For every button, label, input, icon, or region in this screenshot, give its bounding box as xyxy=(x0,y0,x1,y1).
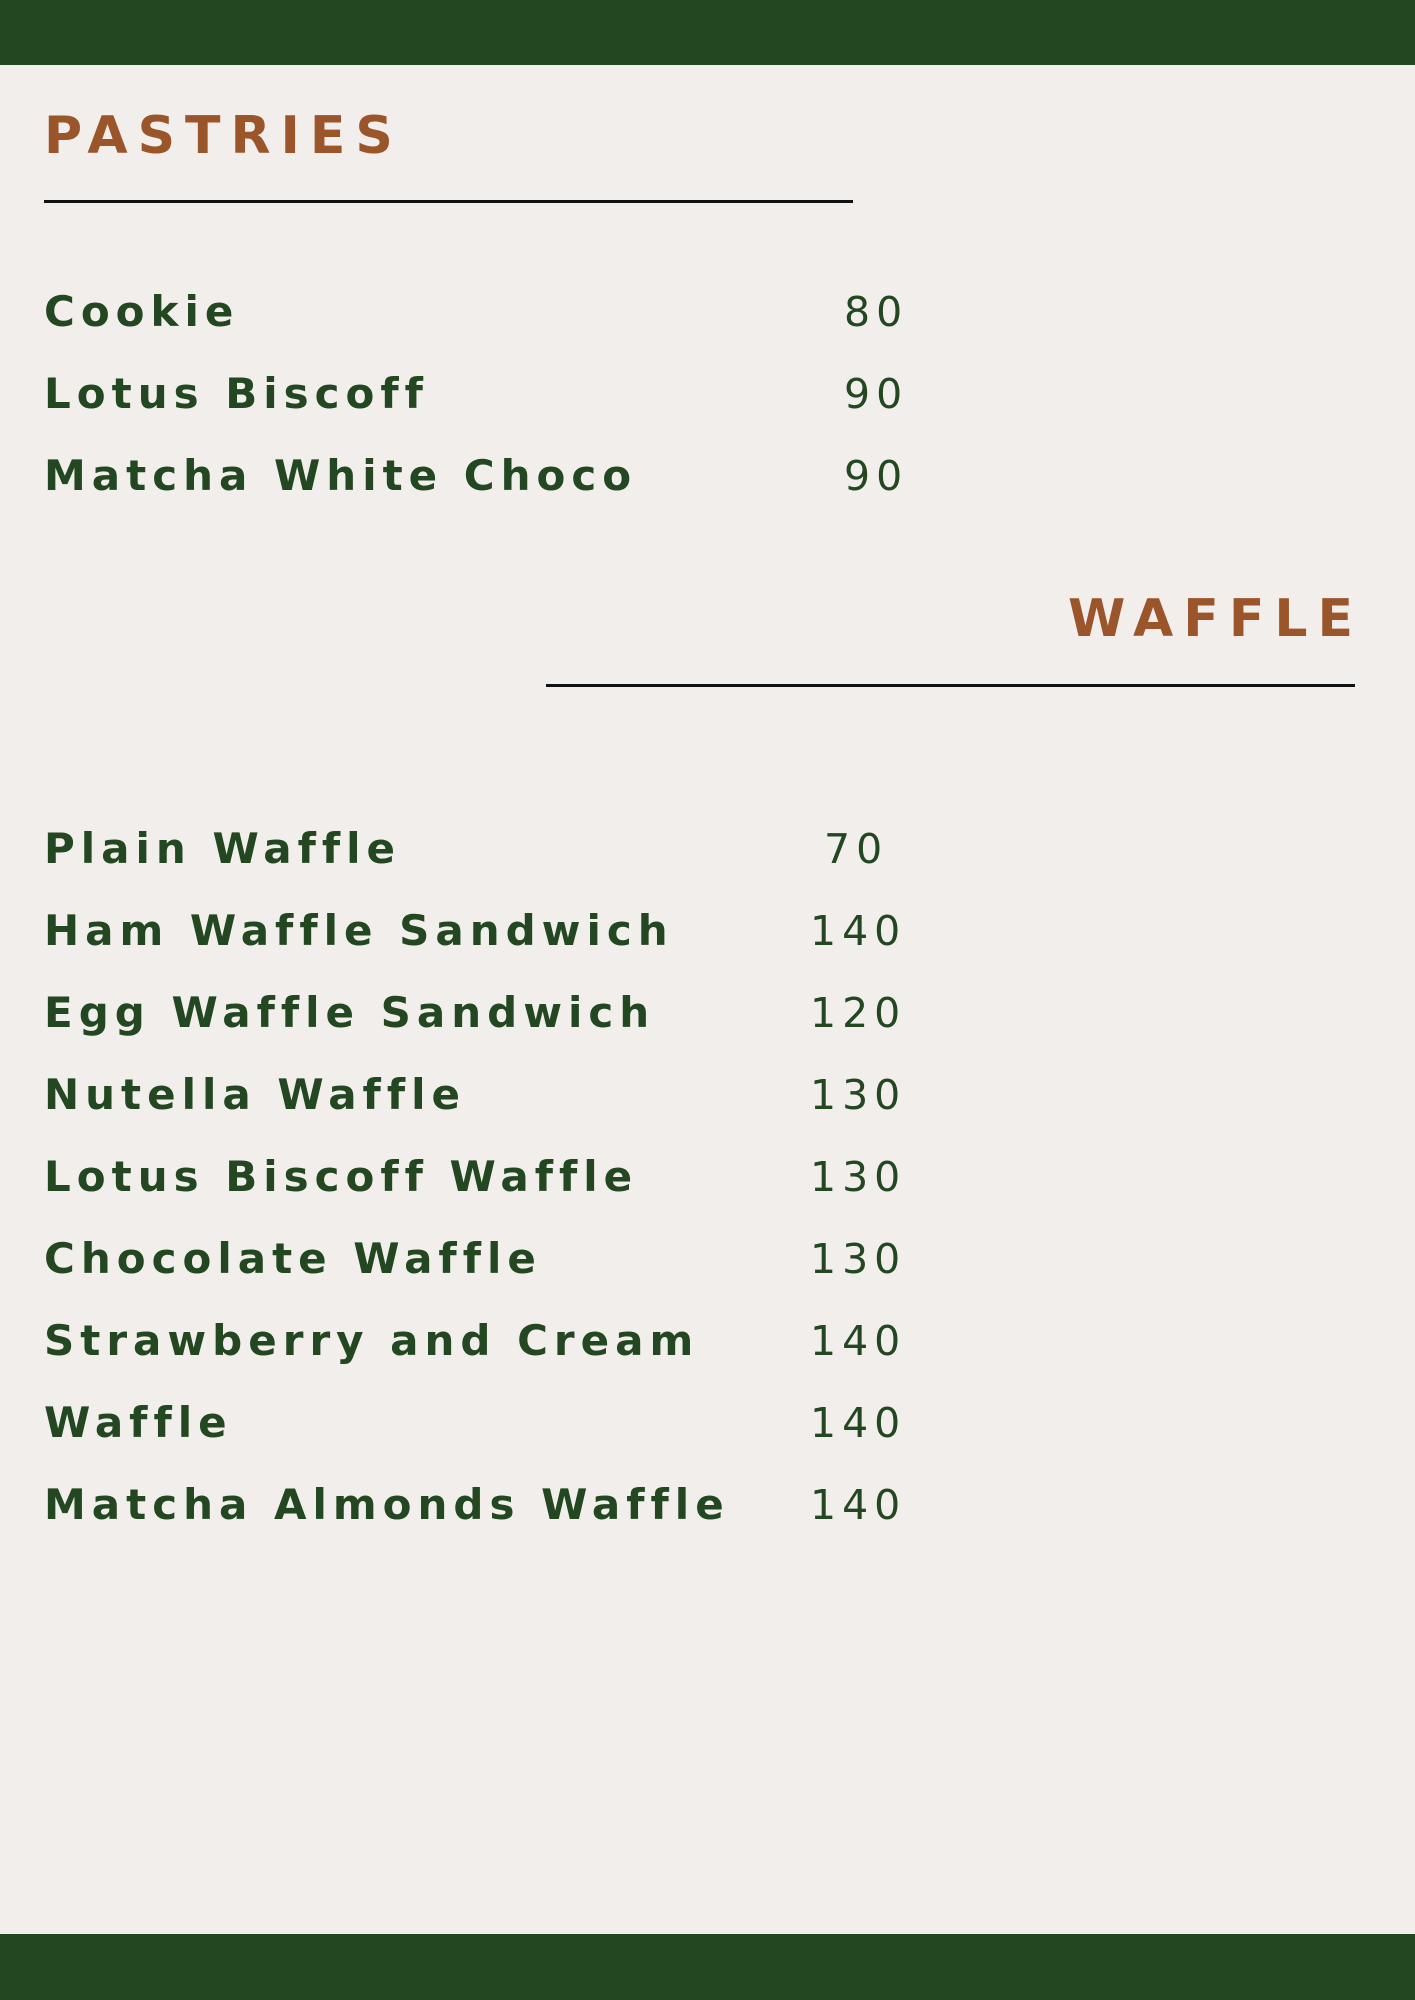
menu-item-name: Ham Waffle Sandwich xyxy=(44,906,674,955)
menu-item-price: 70 xyxy=(824,825,889,873)
top-banner xyxy=(0,0,1415,65)
menu-item-price: 140 xyxy=(810,1481,907,1529)
menu-item-price: 140 xyxy=(810,1399,907,1447)
menu-item-price: 80 xyxy=(844,288,909,336)
menu-item-price: 130 xyxy=(810,1235,907,1283)
menu-item-name: Cookie xyxy=(44,287,240,336)
menu-item-name: Matcha White Choco xyxy=(44,451,638,500)
menu-item-price: 120 xyxy=(810,989,907,1037)
menu-item-price: 140 xyxy=(810,1317,907,1365)
menu-item-name: Nutella Waffle xyxy=(44,1070,466,1119)
menu-item-name: Lotus Biscoff xyxy=(44,369,429,418)
menu-item-name: Lotus Biscoff Waffle xyxy=(44,1152,639,1201)
section-title-pastries: PASTRIES xyxy=(44,106,403,166)
section-title-waffle: WAFFLE xyxy=(1068,589,1363,649)
menu-item-name: Egg Waffle Sandwich xyxy=(44,988,656,1037)
menu-item-name: Waffle xyxy=(44,1398,233,1447)
section-divider xyxy=(44,200,853,203)
menu-item-name: Chocolate Waffle xyxy=(44,1234,542,1283)
bottom-banner xyxy=(0,1934,1415,2000)
menu-item-price: 90 xyxy=(844,452,909,500)
menu-item-price: 90 xyxy=(844,370,909,418)
section-divider xyxy=(546,684,1355,687)
menu-item-name: Strawberry and Cream xyxy=(44,1316,700,1365)
menu-item-name: Matcha Almonds Waffle xyxy=(44,1480,730,1529)
menu-item-price: 140 xyxy=(810,907,907,955)
menu-item-price: 130 xyxy=(810,1071,907,1119)
menu-item-price: 130 xyxy=(810,1153,907,1201)
menu-item-name: Plain Waffle xyxy=(44,824,402,873)
